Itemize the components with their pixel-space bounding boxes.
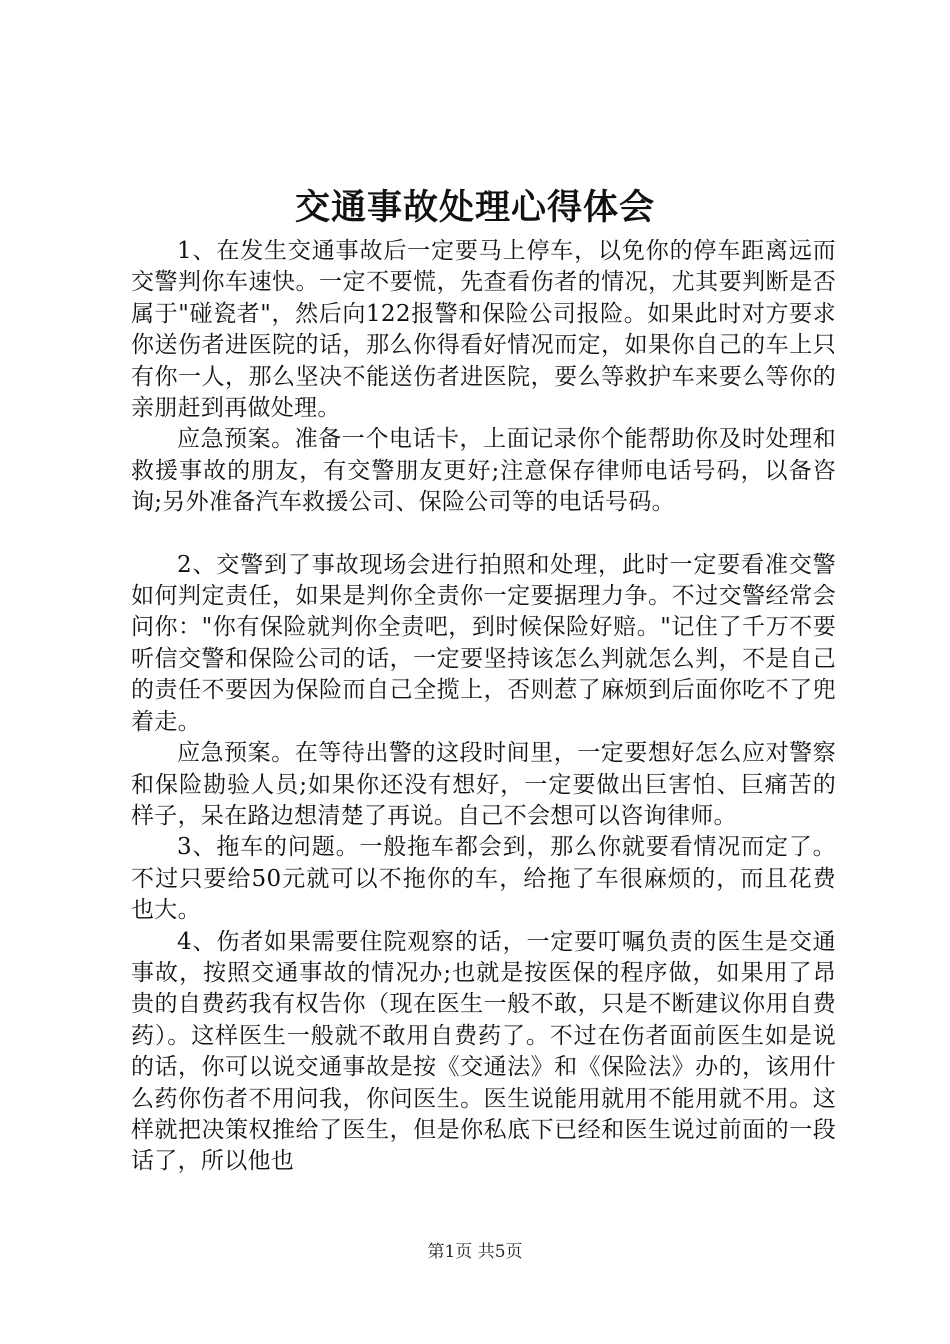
paragraph-1: 1、在发生交通事故后一定要马上停车，以免你的停车距离远而交警判你车速快。一定不要慌，先查看伤者的情况，尤其要判断是否属于"碰瓷者"，然后向122报警和保险公司报险。如果此时对方要求你送伤者进医院的话，那么你得看好情况而定，如果你自己的车上只有你一人，那么坚决不能送伤者进医院，要么等救护车来要么等你的亲朋赶到再做处理。 xyxy=(131,238,836,422)
paragraph-2: 应急预案。准备一个电话卡，上面记录你个能帮助你及时处理和救援事故的朋友，有交警朋友更好;注意保存律师电话号码，以备咨询;另外准备汽车救援公司、保险公司等的电话号码。 xyxy=(131,426,836,516)
paragraph-3: 2、交警到了事故现场会进行拍照和处理，此时一定要看准交警如何判定责任，如果是判你全责你一定要据理力争。不过交警经常会问你："你有保险就判你全责吧，到时候保险好赔。"记住了千万不要听信交警和保险公司的话，一定要坚持该怎么判就怎么判，不是自己的责任不要因为保险而自己全揽上，否则惹了麻烦到后面你吃不了兜着走。 xyxy=(131,551,836,735)
paragraph-4: 应急预案。在等待出警的这段时间里，一定要想好怎么应对警察和保险勘验人员;如果你还没有想好，一定要做出巨害怕、巨痛苦的样子，呆在路边想清楚了再说。自己不会想可以咨询律师。 xyxy=(131,740,836,829)
paragraph-6: 4、伤者如果需要住院观察的话，一定要叮嘱负责的医生是交通事故，按照交通事故的情况办;也就是按医保的程序做，如果用了昂贵的自费药我有权告你（现在医生一般不敢，只是不断建议你用自费药）。这样医生一般就不敢用自费药了。不过在伤者面前医生如是说的话，你可以说交通事故是按《交通法》和《保险法》办的，该用什么药你伤者不用问我，你问医生。医生说能用就用不能用就不用。这样就把决策权推给了医生，但是你私底下已经和医生说过前面的一段话了，所以他也 xyxy=(131,928,836,1175)
document-title: 交通事故处理心得体会 xyxy=(294,187,655,228)
document-body xyxy=(131,236,836,1178)
paragraph-5: 3、拖车的问题。一般拖车都会到，那么你就要看情况而定了。不过只要给50元就可以不拖你的车，给拖了车很麻烦的，而且花费也大。 xyxy=(131,834,836,924)
page-number-footer: 第1页 共5页 xyxy=(427,1242,523,1262)
